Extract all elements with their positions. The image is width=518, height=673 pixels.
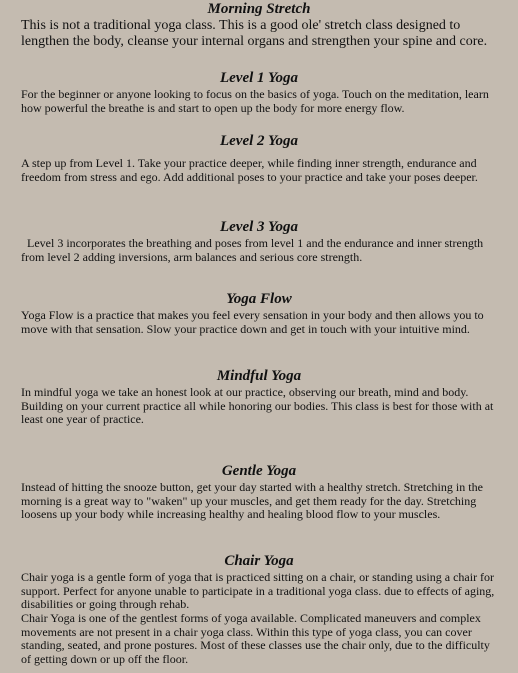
- level-1-yoga-description: For the beginner or anyone looking to focus on the basics of yoga. Touch on the meditation, learn how powerful the breathe is and start to open up the body for more energy flow.: [21, 87, 489, 115]
- morning-stretch-heading: Morning Stretch: [207, 1, 311, 17]
- chair-yoga-heading: Chair Yoga: [224, 553, 294, 569]
- level-2-yoga-heading: Level 2 Yoga: [219, 133, 299, 149]
- morning-stretch-description: This is not a traditional yoga class. This is a good ole' stretch class designed to lengthen the body, cleanse your internal organs and strengthen your spine and core.: [21, 18, 488, 49]
- level-1-yoga-heading: Level 1 Yoga: [219, 70, 299, 86]
- yoga-flow-heading: Yoga Flow: [226, 291, 292, 307]
- level-3-yoga-description: Level 3 incorporates the breathing and poses from level 1 and the endurance and inner strength from level 2 adding inversions, arm balances and serious core strength.: [21, 236, 487, 264]
- mindful-yoga-description: In mindful yoga we take an honest look at our practice, observing our breath, mind and body. Building on your current practice all while honoring our bodies. This class is best for those with at least one year of practice.: [21, 385, 494, 427]
- yoga-flow-description: Yoga Flow is a practice that makes you feel every sensation in your body and then allows you to move with that sensation. Slow your practice down and get in touch with your intuitive mind.: [21, 308, 484, 336]
- mindful-yoga-heading: Mindful Yoga: [216, 368, 302, 384]
- gentle-yoga-description: Instead of hitting the snooze button, get your day started with a healthy stretch. Stretching in the morning is a great way to "waken" up your muscles, and get them ready for the day. Stretching loosens up your body while increasing healthy and healing blood flow to your muscles.: [21, 480, 483, 522]
- chair-yoga-description: Chair yoga is a gentle form of yoga that is practiced sitting on a chair, or standing using a chair for support. Perfect for anyone unable to participate in a traditional yoga class. due to effects of aging, disabilities or going through rehab.: [21, 570, 495, 612]
- gentle-yoga-heading: Gentle Yoga: [221, 463, 297, 479]
- level-2-yoga-description: A step up from Level 1. Take your practice deeper, while finding inner strength, endurance and freedom from stress and ego. Add additional poses to your practice and take your poses deeper.: [21, 156, 478, 184]
- chair-yoga-description-continued: Chair Yoga is one of the gentlest forms of yoga available. Complicated maneuvers and complex movements are not present in a chair yoga class. Within this type of yoga class, you can cover standing, seated, and prone postures. Most of these classes use the chair only, due to the difficulty of getting down or up off the floor.: [21, 611, 490, 666]
- level-3-yoga-heading: Level 3 Yoga: [219, 219, 299, 235]
